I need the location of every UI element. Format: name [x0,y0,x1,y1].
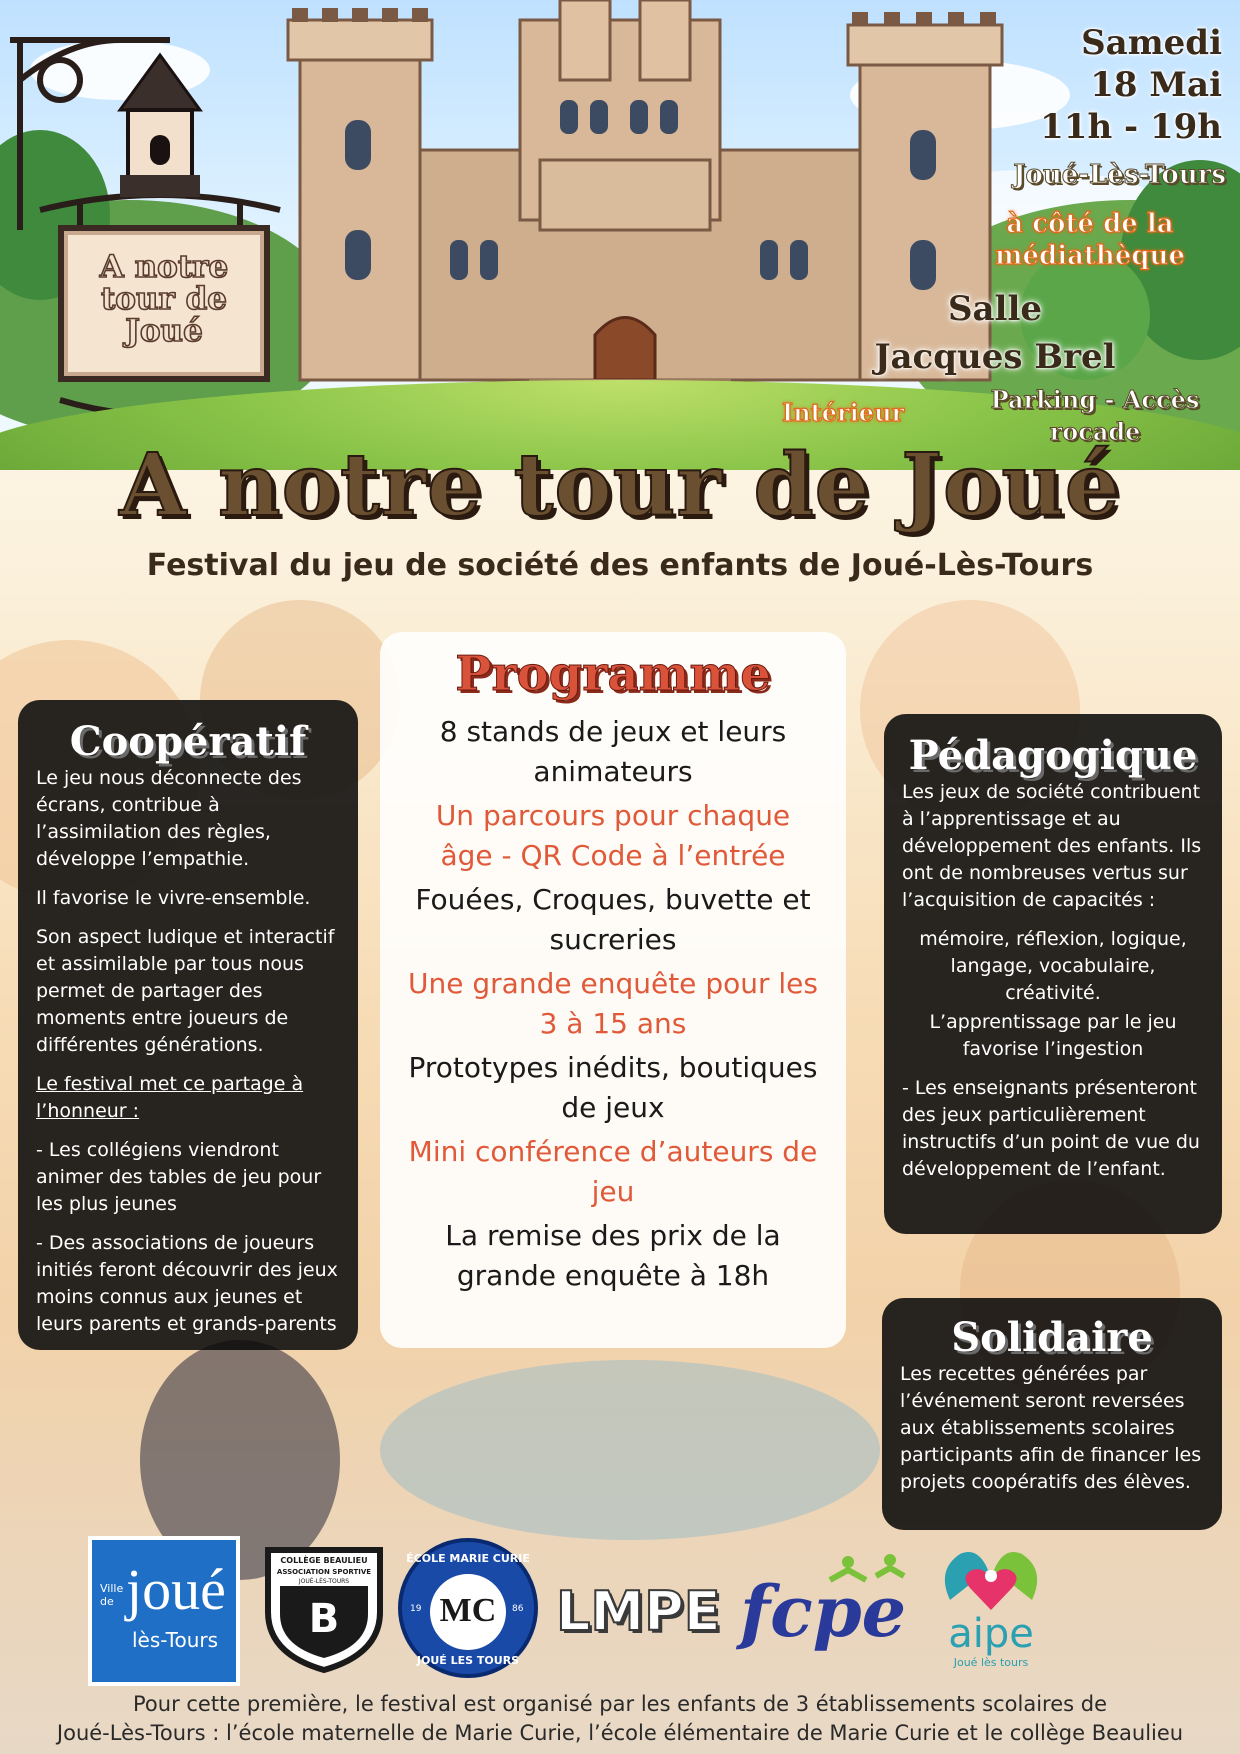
pedagogique-text: Les jeux de société contribuent à l’apprentissage et au développement des enfants. Ils ont de nombreuses vertus sur l’acquisition de capacités : [902,781,1202,911]
cooperatif-text: Le jeu nous déconnecte des écrans, contribue à l’assimilation des règles, développe l’empathie. [36,767,302,870]
college-beaulieu-logo [262,1542,386,1674]
event-indoor: Intérieur [782,398,905,427]
nearby-line: à côté de la [1006,209,1174,239]
sign-line: A notre [99,249,229,285]
logo-text: COLLÈGE BEAULIEU [280,1556,368,1565]
logo-text: MC [439,1592,497,1629]
solidaire-title: Solidaire [951,1314,1153,1361]
cooperatif-text: - Des associations de joueurs initiés feront découvrir des jeux moins connus aux jeunes et leurs parents et grands-parents [36,1232,338,1335]
logo-text: Joué lès tours [953,1656,1029,1669]
event-date-time [922,22,1222,148]
logo-text: JOUÉ LES TOURS [416,1654,520,1667]
sign-line: Joué [125,313,203,349]
parking-line: Parking - Accès [990,385,1200,414]
game-board [380,1360,880,1540]
hanging-sign [58,225,270,382]
turret-icon [120,55,200,197]
pedagogique-text: L’apprentissage par le jeu favorise l’ingestion [929,1011,1177,1060]
event-day: Samedi [1081,23,1222,63]
organisers-line: Joué-Lès-Tours : l’école maternelle de Marie Curie, l’école élémentaire de Marie Curie et le collège Beaulieu [56,1721,1184,1745]
castle-illustration [0,0,1240,470]
event-date: 18 Mai [1090,65,1222,105]
cooperatif-panel [18,700,358,1350]
organisers-note [0,1690,1240,1748]
logo-text: aipe [948,1611,1034,1657]
pedagogique-skills: mémoire, réflexion, logique, langage, vocabulaire, créativité. [919,928,1187,1004]
sign-line: tour de [100,281,228,317]
joue-les-tours-logo [88,1536,240,1686]
logo-text: lès-Tours [132,1628,219,1652]
logo-text: fcpe [740,1570,907,1653]
cooperatif-text: Son aspect ludique et interactif et assimilable par tous nous permet de partager des moments entre joueurs de différentes générations. [36,926,335,1056]
programme-title: Programme [455,646,771,702]
event-city: Joué-Lès-Tours [1013,160,1226,190]
lmpe-logo: LMPE [556,1580,721,1643]
solidaire-panel [882,1298,1222,1530]
logo-text: Ville de [100,1582,124,1608]
logo-text: joué [126,1557,226,1622]
programme-item: Prototypes inédits, boutiques de jeux [408,1051,818,1124]
logo-text: ÉCOLE MARIE CURIE [406,1552,530,1565]
pedagogique-panel [884,714,1222,1234]
cooperatif-highlight: Le festival met ce partage à l’honneur : [36,1073,304,1122]
cooperatif-text: - Les collégiens viendront animer des tables de jeu pour les plus jeunes [36,1139,322,1215]
event-hours: 11h - 19h [1040,107,1222,147]
programme-item: 8 stands de jeux et leurs animateurs [439,715,787,788]
programme-panel [380,632,846,1348]
pedagogique-title: Pédagogique [908,732,1198,779]
programme-item: Un parcours pour chaque âge - QR Code à l’entrée [435,799,791,872]
programme-item: La remise des prix de la grande enquête à 18h [445,1219,781,1292]
ecole-marie-curie-logo [398,1538,538,1678]
programme-item: Mini conférence d’auteurs de jeu [408,1135,818,1208]
family-heart-icon [930,1540,1052,1620]
cooperatif-title: Coopératif [69,718,307,765]
aipe-logo [930,1540,1052,1678]
parking-line: rocade [1049,417,1141,446]
solidaire-text: Les recettes générées par l’événement seront reversées aux établissements scolaires participants afin de financer les projets coopératifs des élèves. [900,1363,1202,1493]
logo-text: JOUÉ-LÈS-TOURS [298,1578,350,1585]
pedagogique-text: - Les enseignants présenteront des jeux particulièrement instructifs d’un point de vue du développement de l’enfant. [902,1077,1200,1180]
event-venue [830,285,1160,381]
logo-text: ASSOCIATION SPORTIVE [276,1568,372,1576]
venue-line: Salle [947,289,1043,329]
logo-text: 86 [512,1604,524,1614]
cooperatif-text: Il favorise le vivre-ensemble. [36,887,311,909]
fcpe-logo [740,1550,920,1660]
sign-text [64,251,264,347]
logo-text: 19 [410,1604,422,1614]
programme-item: Une grande enquête pour les 3 à 15 ans [408,967,818,1040]
programme-item: Fouées, Croques, buvette et sucreries [415,883,811,956]
poster-subtitle: Festival du jeu de société des enfants de Joué-Lès-Tours [146,548,1094,583]
nearby-line: médiathèque [994,241,1186,271]
event-nearby [960,208,1220,272]
logo-text: B [308,1596,340,1642]
poster-title: A notre tour de Joué [119,435,1121,536]
venue-line: Jacques Brel [874,337,1116,377]
organisers-line: Pour cette première, le festival est organisé par les enfants de 3 établissements scolaires de [133,1692,1107,1716]
